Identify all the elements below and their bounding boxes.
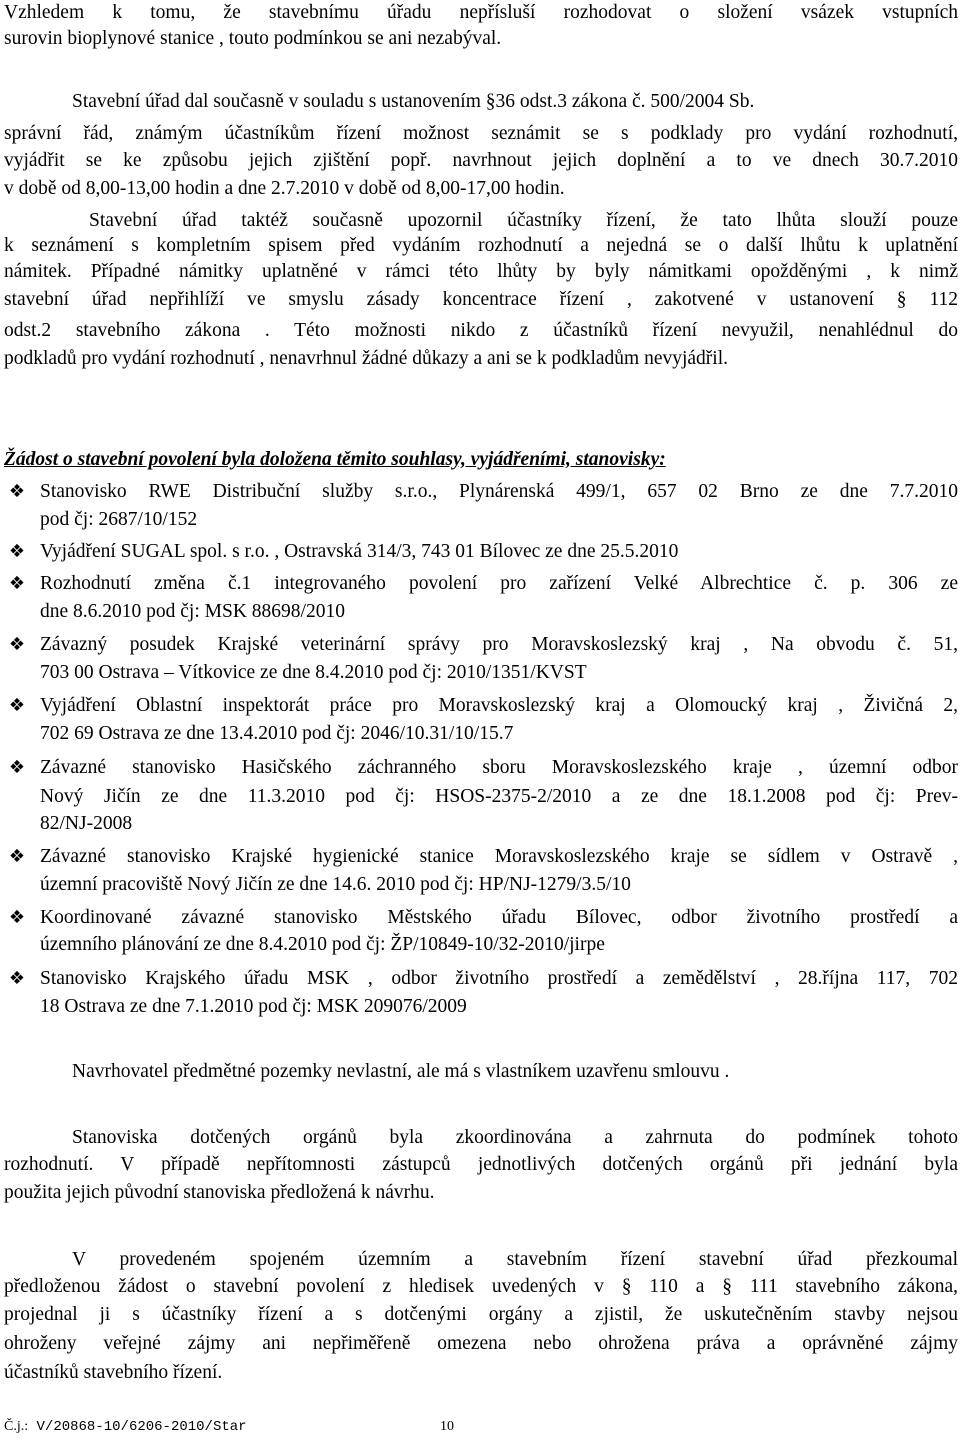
paragraph-2-line-2: k seznámení s kompletním spisem před vydáním rozhodnutí a nejedná se o další lhůtu k uplatnění bbox=[4, 235, 958, 256]
approval-item-5-line-1: Vyjádření Oblastní inspektorát práce pro Moravskoslezský kraj a Olomoucký kraj , Živičná 2, bbox=[40, 695, 958, 716]
approval-item-5-line-2: 702 69 Ostrava ze dne 13.4.2010 pod čj: 2046/10.31/10/15.7 bbox=[40, 723, 514, 744]
four-diamond-bullet-icon: ❖ bbox=[8, 573, 26, 594]
approval-item-3-line-1: Rozhodnutí změna č.1 integrovaného povolení pro zařízení Velké Albrechtice č. p. 306 ze bbox=[40, 573, 958, 594]
four-diamond-bullet-icon: ❖ bbox=[8, 757, 26, 778]
four-diamond-bullet-icon: ❖ bbox=[8, 695, 26, 716]
paragraph-3-line-1: Navrhovatel předmětné pozemky nevlastní, ale má s vlastníkem uzavřenu smlouvu . bbox=[72, 1061, 730, 1082]
approval-item-4-line-2: 703 00 Ostrava – Vítkovice ze dne 8.4.2010 pod čj: 2010/1351/KVST bbox=[40, 662, 587, 683]
approval-item-6-line-1: Závazné stanovisko Hasičského záchranného sboru Moravskoslezského kraje , územní odbor bbox=[40, 757, 958, 778]
paragraph-4-line-2: rozhodnutí. V případě nepřítomnosti zástupců jednotlivých dotčených orgánů při jednání byla bbox=[4, 1154, 958, 1175]
paragraph-2-line-4: stavební úřad nepřihlíží ve smyslu zásady koncentrace řízení , zakotvené v ustanovení § 112 bbox=[4, 289, 958, 310]
footer-reference bbox=[4, 1418, 247, 1436]
paragraph-5-line-1: V provedeném spojeném územním a stavebním řízení stavební úřad přezkoumal bbox=[72, 1249, 958, 1270]
paragraph-4-line-1: Stanoviska dotčených orgánů byla zkoordinována a zahrnuta do podmínek tohoto bbox=[72, 1127, 958, 1148]
four-diamond-bullet-icon: ❖ bbox=[8, 634, 26, 655]
footer-reference-label: Č.j.: bbox=[4, 1419, 29, 1434]
four-diamond-bullet-icon: ❖ bbox=[8, 541, 26, 562]
approval-item-9-line-2: 18 Ostrava ze dne 7.1.2010 pod čj: MSK 209076/2009 bbox=[40, 996, 467, 1017]
paragraph-5-line-5: účastníků stavebního řízení. bbox=[4, 1362, 223, 1383]
four-diamond-bullet-icon: ❖ bbox=[8, 907, 26, 928]
paragraph-1-line-1: Stavební úřad dal současně v souladu s ustanovením §36 odst.3 zákona č. 500/2004 Sb. bbox=[72, 91, 755, 112]
paragraph-1-line-2: správní řád, známým účastníkům řízení možnost seznámit se s podklady pro vydání rozhodnutí, bbox=[4, 123, 958, 144]
approval-item-3-line-2: dne 8.6.2010 pod čj: MSK 88698/2010 bbox=[40, 601, 345, 622]
four-diamond-bullet-icon: ❖ bbox=[8, 481, 26, 502]
approval-item-1-line-1: Stanovisko RWE Distribuční služby s.r.o., Plynárenská 499/1, 657 02 Brno ze dne 7.7.2010 bbox=[40, 481, 958, 502]
approval-item-7-line-1: Závazné stanovisko Krajské hygienické stanice Moravskoslezského kraje se sídlem v Ostravě , bbox=[40, 846, 958, 867]
page-number: 10 bbox=[440, 1419, 454, 1434]
four-diamond-bullet-icon: ❖ bbox=[8, 968, 26, 989]
approval-item-6-line-2: Nový Jičín ze dne 11.3.2010 pod čj: HSOS-2375-2/2010 a ze dne 18.1.2008 pod čj: Prev- bbox=[40, 786, 958, 807]
paragraph-1-line-4: v době od 8,00-13,00 hodin a dne 2.7.2010 v době od 8,00-17,00 hodin. bbox=[4, 178, 565, 199]
paragraph-2-line-5: odst.2 stavebního zákona . Této možnosti nikdo z účastníků řízení nevyužil, nenahlédnul do bbox=[4, 320, 958, 341]
approval-item-4-line-1: Závazný posudek Krajské veterinární správy pro Moravskoslezský kraj , Na obvodu č. 51, bbox=[40, 634, 958, 655]
approvals-heading: Žádost o stavební povolení byla doložena těmito souhlasy, vyjádřeními, stanovisky: bbox=[4, 449, 666, 470]
approval-item-7-line-2: územní pracoviště Nový Jičín ze dne 14.6. 2010 pod čj: HP/NJ-1279/3.5/10 bbox=[40, 874, 631, 895]
approval-item-8-line-2: územního plánování ze dne 8.4.2010 pod čj: ŽP/10849-10/32-2010/jirpe bbox=[40, 934, 605, 955]
intro-line-2: surovin bioplynové stanice , touto podmínkou se ani nezabýval. bbox=[4, 28, 502, 49]
paragraph-5-line-4: ohroženy veřejné zájmy ani nepřiměřeně omezena nebo ohrožena práva a oprávněné zájmy bbox=[4, 1333, 958, 1354]
four-diamond-bullet-icon: ❖ bbox=[8, 846, 26, 867]
approval-item-2-line-1: Vyjádření SUGAL spol. s r.o. , Ostravská 314/3, 743 01 Bílovec ze dne 25.5.2010 bbox=[40, 541, 679, 562]
paragraph-5-line-3: projednal ji s účastníky řízení a s dotčenými orgány a zjistil, že uskutečněním stavby nejsou bbox=[4, 1304, 958, 1325]
paragraph-1-line-3: vyjádřit se ke způsobu jejich zjištění popř. navrhnout jejich doplnění a to ve dnech 30.7.2010 bbox=[4, 150, 958, 171]
approval-item-1-line-2: pod čj: 2687/10/152 bbox=[40, 509, 198, 530]
approval-item-9-line-1: Stanovisko Krajského úřadu MSK , odbor životního prostředí a zemědělství , 28.října 117, 702 bbox=[40, 968, 958, 989]
paragraph-2-line-6: podkladů pro vydání rozhodnutí , nenavrhnul žádné důkazy a ani se k podkladům nevyjádřil. bbox=[4, 348, 729, 369]
intro-line-1: Vzhledem k tomu, že stavebnímu úřadu nepřísluší rozhodovat o složení vsázek vstupních bbox=[4, 2, 958, 23]
paragraph-2-line-1: Stavební úřad taktéž současně upozornil účastníky řízení, že tato lhůta slouží pouze bbox=[89, 210, 958, 231]
approval-item-8-line-1: Koordinované závazné stanovisko Městského úřadu Bílovec, odbor životního prostředí a bbox=[40, 907, 958, 928]
paragraph-4-line-3: použita jejich původní stanoviska předložená k návrhu. bbox=[4, 1182, 435, 1203]
approval-item-6-line-3: 82/NJ-2008 bbox=[40, 813, 133, 834]
footer-reference-value: V/20868-10/6206-2010/Star bbox=[28, 1419, 247, 1435]
paragraph-2-line-3: námitek. Případné námitky uplatněné v rámci této lhůty by byly námitkami opožděnými , k nimž bbox=[4, 261, 958, 282]
paragraph-5-line-2: předloženou žádost o stavební povolení z hledisek uvedených v § 110 a § 111 stavebního zákona, bbox=[4, 1276, 958, 1297]
